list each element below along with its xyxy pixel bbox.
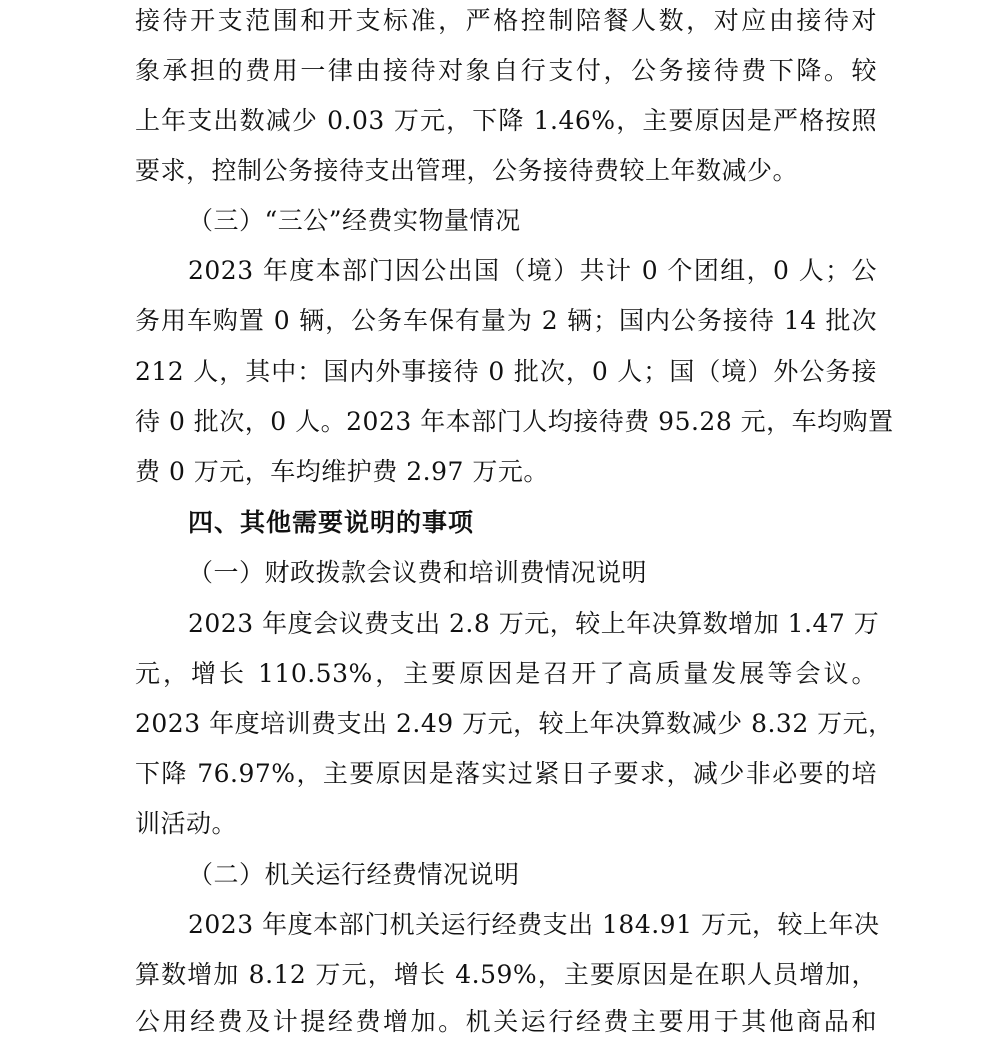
subsection-heading-meeting-training: （一）财政拨款会议费和培训费情况说明 <box>188 558 648 587</box>
paragraph-line: 待 0 批次，0 人。2023 年本部门人均接待费 95.28 元，车均购置 <box>135 407 894 436</box>
paragraph-line: 元，增长 110.53%，主要原因是召开了高质量发展等会议。 <box>135 659 877 688</box>
paragraph-line: 费 0 万元，车均维护费 2.97 万元。 <box>135 457 549 486</box>
paragraph-line: 算数增加 8.12 万元，增长 4.59%，主要原因是在职人员增加， <box>135 960 877 989</box>
paragraph-line: 要求，控制公务接待支出管理，公务接待费较上年数减少。 <box>135 156 799 185</box>
section-heading-other-matters: 四、其他需要说明的事项 <box>188 508 475 537</box>
paragraph-line: 接待开支范围和开支标准，严格控制陪餐人数，对应由接待对 <box>135 6 877 35</box>
paragraph-line: 训活动。 <box>135 809 238 838</box>
paragraph-line: 务用车购置 0 辆，公务车保有量为 2 辆；国内公务接待 14 批次 <box>135 306 877 335</box>
paragraph-line: 2023 年度本部门机关运行经费支出 184.91 万元，较上年决 <box>188 910 880 939</box>
paragraph-line: 公用经费及计提经费增加。机关运行经费主要用于其他商品和 <box>135 1007 877 1036</box>
paragraph-line: 下降 76.97%，主要原因是落实过紧日子要求，减少非必要的培 <box>135 759 877 788</box>
paragraph-line: 212 人，其中：国内外事接待 0 批次，0 人；国（境）外公务接 <box>135 357 877 386</box>
paragraph-line: 象承担的费用一律由接待对象自行支付，公务接待费下降。较 <box>135 56 877 85</box>
paragraph-line: 2023 年度会议费支出 2.8 万元，较上年决算数增加 1.47 万 <box>188 609 880 638</box>
subsection-heading-three-public: （三）“三公”经费实物量情况 <box>188 206 521 235</box>
paragraph-line: 2023 年度本部门因公出国（境）共计 0 个团组，0 人；公 <box>188 256 877 285</box>
paragraph-line: 上年支出数减少 0.03 万元，下降 1.46%，主要原因是严格按照 <box>135 106 877 135</box>
paragraph-line: 2023 年度培训费支出 2.49 万元，较上年决算数减少 8.32 万元， <box>135 709 894 738</box>
subsection-heading-operating-expenses: （二）机关运行经费情况说明 <box>188 860 520 889</box>
